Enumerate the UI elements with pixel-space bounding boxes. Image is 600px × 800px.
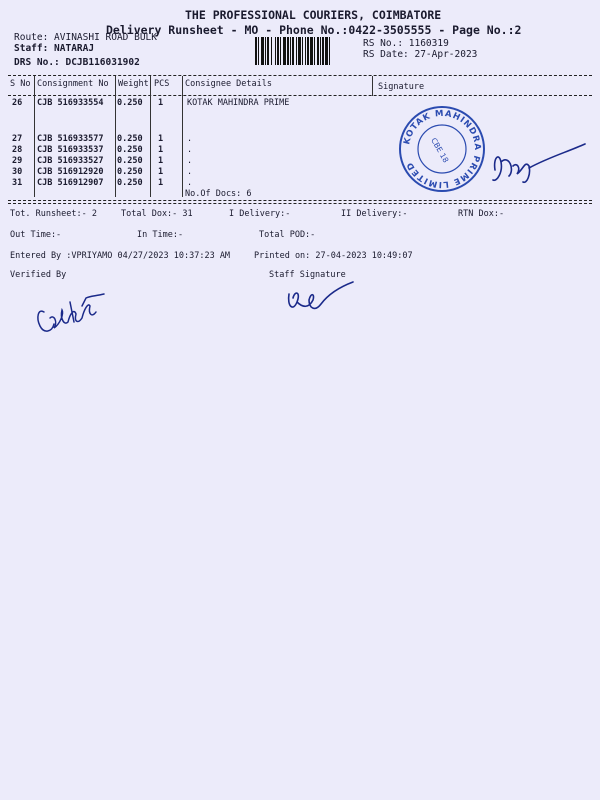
row-consignment: CJB 516933554 [37,98,104,108]
divider [8,203,592,204]
row-pcs: 1 [158,145,164,155]
row-consignee: . [187,156,193,166]
row-weight: 0.250 [117,98,143,108]
row-consignment: CJB 516912907 [37,178,104,188]
row-consignment: CJB 516912920 [37,167,104,177]
row-sno: 27 [12,134,23,144]
company-name: THE PROFESSIONAL COURIERS, COIMBATORE [185,8,442,22]
out-time: Out Time:- [10,230,62,240]
row-weight: 0.250 [117,156,143,166]
route-label: Route: AVINASHI ROAD BULK [14,32,157,43]
col-header-sno: S No [10,79,31,89]
entered-by: Entered By :VPRIYAMO 04/27/2023 10:37:23 AM [10,251,231,261]
row-consignee: . [187,145,193,155]
row-consignee: KOTAK MAHINDRA PRIME [187,98,290,108]
row-consignment: CJB 516933577 [37,134,104,144]
stamp-text: KOTAK MAHINDRA PRIME LIMITED [402,108,483,190]
rs-date: RS Date: 27-Apr-2023 [363,49,478,60]
row-pcs: 1 [158,156,164,166]
column-rule [34,76,35,197]
total-pod: Total POD:- [259,230,316,240]
col-header-consignment: Consignment No [37,79,109,89]
i-delivery: I Delivery:- [229,209,291,219]
col-header-signature: Signature [378,82,425,92]
ii-delivery: II Delivery:- [341,209,408,219]
total-dox: Total Dox:- 31 [121,209,193,219]
row-weight: 0.250 [117,134,143,144]
staff-label: Staff: NATARAJ [14,43,95,54]
company-stamp [397,104,487,194]
row-pcs: 1 [158,98,164,108]
row-weight: 0.250 [117,145,143,155]
tot-runsheet: Tot. Runsheet:- 2 [10,209,97,219]
runsheet-title: Delivery Runsheet - MO - Phone No.:0422-3505555 - Page No.:2 [106,23,522,37]
row-consignment: CJB 516933537 [37,145,104,155]
rtn-dox: RTN Dox:- [458,209,505,219]
row-sno: 26 [12,98,23,108]
row-sno: 29 [12,156,23,166]
col-header-pcs: PCS [154,79,170,89]
row-consignee: . [187,178,193,188]
in-time: In Time:- [137,230,184,240]
barcode-graphic [255,37,357,65]
staff-signature [283,278,355,318]
column-rule [182,76,183,197]
row-consignment: CJB 516933527 [37,156,104,166]
col-header-weight: Weight [118,79,149,89]
row-weight: 0.250 [117,178,143,188]
rs-number: RS No.: 1160319 [363,38,449,49]
verifier-signature [30,288,110,340]
row-sno: 28 [12,145,23,155]
row-consignee: . [187,167,193,177]
column-rule [150,76,151,197]
stamp-center: CBE 18 [429,136,451,165]
verified-by-label: Verified By [10,270,67,280]
row-pcs: 1 [158,167,164,177]
divider [8,95,592,96]
divider [8,200,592,201]
row-pcs: 1 [158,134,164,144]
row-consignee: . [187,134,193,144]
row-weight: 0.250 [117,167,143,177]
row-sno: 31 [12,178,23,188]
row-sno: 30 [12,167,23,177]
col-header-consignee: Consignee Details [185,79,272,89]
staff-signature-label: Staff Signature [269,270,346,280]
divider [8,75,592,76]
printed-on: Printed on: 27-04-2023 10:49:07 [254,251,413,261]
row-pcs: 1 [158,178,164,188]
column-rule [115,76,116,197]
column-rule [372,76,373,96]
consignee-signature [487,140,587,190]
no-of-docs: No.Of Docs: 6 [185,189,252,199]
drs-number: DRS No.: DCJB116031902 [14,57,140,68]
